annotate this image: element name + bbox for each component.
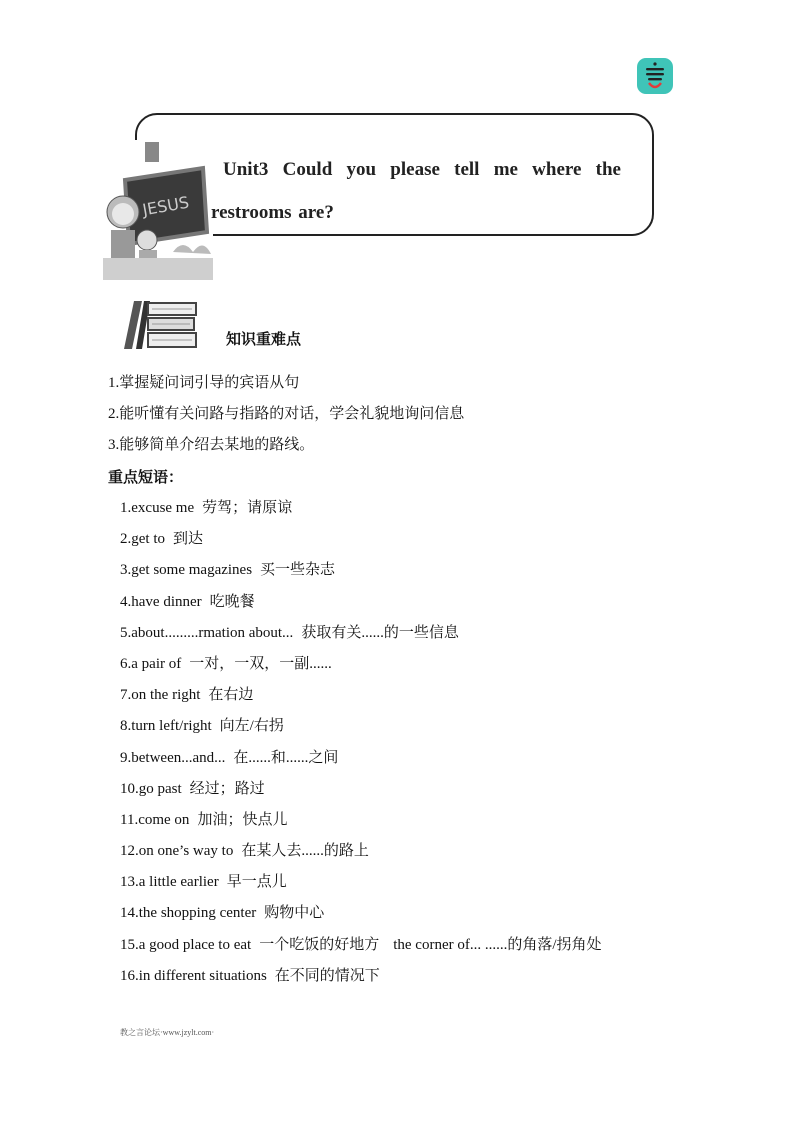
phrase-en: 10.go past	[120, 780, 182, 797]
phrase-en: 5.about.........rmation about...	[120, 624, 294, 641]
books-icon	[122, 299, 198, 351]
phrase-row	[120, 559, 602, 590]
phrase-zh: 早一点儿	[226, 874, 287, 891]
app-logo-icon	[637, 58, 673, 94]
section-heading: 知识重难点	[226, 330, 302, 348]
phrase-zh: 一个吃饭的好地方	[259, 936, 380, 953]
footer-text: 教之言论坛·www.jzylt.com·	[120, 1028, 215, 1037]
chalkboard-kids-illustration	[103, 140, 213, 280]
phrase-zh: 购物中心	[264, 905, 325, 922]
phrase-zh: 获取有关......的一些信息	[301, 624, 459, 641]
phrase-zh: 加油；快点儿	[197, 811, 288, 828]
objectives-list	[108, 372, 464, 465]
phrase-en: 3.get some magazines	[120, 562, 253, 579]
phrase-zh: 在不同的情况下	[274, 967, 380, 984]
phrase-zh: 吃晚餐	[209, 593, 255, 610]
objective-item: 1.掌握疑问词引导的宾语从句	[108, 375, 300, 391]
phrase-extra-zh: 的角落/拐角处	[507, 936, 602, 953]
phrase-en: 14.the shopping center	[120, 905, 257, 922]
objective-item: 3.能够简单介绍去某地的路线。	[108, 437, 315, 453]
board-text: JESUS	[141, 192, 191, 220]
phrase-row	[120, 871, 602, 902]
phrase-row	[120, 747, 602, 778]
title-line-1: Unit3 Could you please tell me where the	[223, 159, 621, 180]
phrase-row	[120, 778, 602, 809]
phrase-en: 1.excuse me	[120, 500, 195, 516]
phrase-en: 6.a pair of	[120, 655, 182, 672]
objective-item: 2.能听懂有关问路与指路的对话，学会礼貌地询问信息	[108, 406, 465, 422]
phrase-row	[120, 591, 602, 622]
phrase-row	[120, 622, 602, 653]
phrase-en: 7.on the right	[120, 687, 201, 704]
phrase-zh: 到达	[173, 531, 204, 548]
phrase-row	[120, 684, 602, 715]
page-title	[211, 148, 621, 234]
phrase-en: 12.on one’s way to	[120, 843, 234, 860]
phrase-en: 4.have dinner	[120, 593, 202, 610]
title-line-2: restrooms are?	[211, 202, 334, 223]
phrase-en: 2.get to	[120, 531, 165, 548]
phrase-zh: 在某人去......的路上	[241, 843, 369, 860]
phrase-row	[120, 902, 602, 933]
key-phrases-heading: 重点短语：	[108, 468, 184, 486]
phrase-row	[120, 934, 602, 965]
phrase-row	[120, 653, 602, 684]
phrase-zh: 一对，一双，一副......	[189, 655, 332, 672]
phrase-zh: 经过；路过	[189, 780, 265, 797]
phrase-zh: 劳驾；请原谅	[202, 500, 293, 516]
phrase-en: 16.in different situations	[120, 967, 267, 984]
phrase-zh: 向左/右拐	[219, 718, 284, 735]
phrase-zh: 在右边	[208, 687, 254, 704]
phrase-en: 8.turn left/right	[120, 718, 212, 735]
phrase-zh: 在......和......之间	[233, 749, 339, 766]
phrase-zh: 买一些杂志	[260, 562, 336, 579]
phrase-row	[120, 715, 602, 746]
phrase-en: 15.a good place to eat	[120, 936, 252, 953]
phrase-row	[120, 965, 602, 996]
phrase-en: 13.a little earlier	[120, 874, 219, 891]
phrase-row	[120, 809, 602, 840]
phrase-en: 11.come on	[120, 811, 190, 828]
phrase-row	[120, 528, 602, 559]
phrase-en: 9.between...and...	[120, 749, 226, 766]
phrase-list	[120, 497, 602, 996]
phrase-extra-en: the corner of... ......	[393, 936, 508, 953]
phrase-row	[120, 840, 602, 871]
phrase-row	[120, 497, 602, 528]
